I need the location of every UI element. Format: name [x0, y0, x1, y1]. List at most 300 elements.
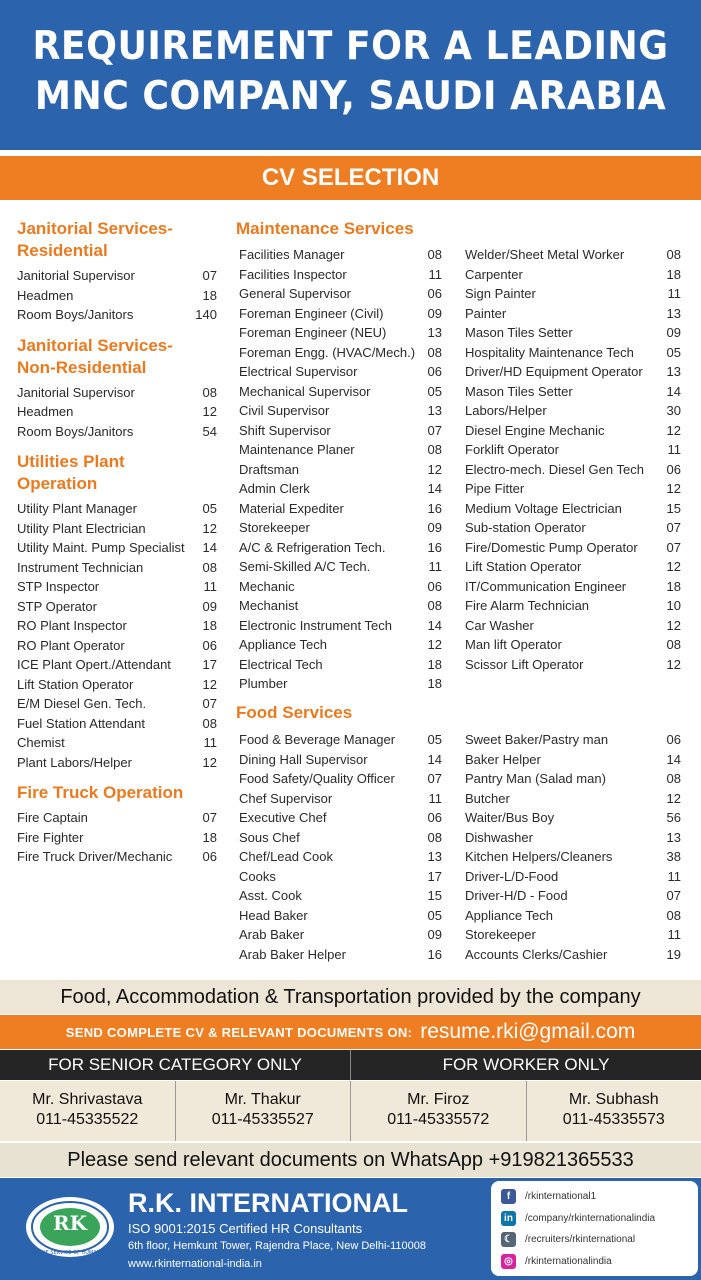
social-link[interactable]: [501, 1186, 688, 1208]
job-row: [17, 694, 217, 714]
job-row: [465, 265, 681, 285]
job-row: [17, 577, 217, 597]
job-title: Plumber: [239, 676, 288, 691]
job-row: [465, 925, 681, 945]
job-count: 05: [427, 907, 442, 923]
job-count: 11: [428, 266, 442, 282]
job-title: Sweet Baker/Pastry man: [465, 732, 609, 747]
job-count: 08: [427, 442, 442, 457]
job-count: 08: [427, 829, 442, 845]
job-title: Carpenter: [465, 266, 523, 282]
job-title: ICE Plant Opert./Attendant: [17, 657, 171, 672]
job-row: [465, 557, 681, 577]
job-row: [239, 750, 442, 770]
job-row: [17, 266, 217, 286]
recruiters-icon: ☾: [501, 1232, 516, 1247]
job-row: [239, 499, 442, 519]
job-row: [465, 479, 681, 499]
contact-list: [0, 1081, 701, 1141]
job-title: Lift Station Operator: [17, 676, 134, 692]
job-count: 11: [667, 442, 681, 457]
job-row: [239, 867, 442, 887]
job-row: [465, 538, 681, 558]
job-row: [17, 675, 217, 695]
contact-card: [351, 1081, 527, 1141]
instagram-icon: ◎: [501, 1254, 516, 1269]
social-handle: /rkinternational1: [525, 1191, 597, 1203]
job-title: Driver-H/D - Food: [465, 888, 568, 903]
section-title: Non-Residential: [17, 357, 147, 377]
job-count: 14: [666, 383, 681, 399]
job-count: 09: [427, 305, 442, 321]
job-count: 14: [427, 751, 442, 767]
job-row: [239, 440, 442, 460]
send-cv-bar: [0, 1015, 701, 1049]
job-title: Plant Labors/Helper: [17, 754, 132, 770]
job-count: 12: [202, 404, 217, 419]
job-count: 12: [666, 422, 681, 438]
job-row: [465, 847, 681, 867]
job-row: [465, 499, 681, 519]
cv-selection-banner: CV SELECTION: [0, 156, 701, 200]
job-title: Welder/Sheet Metal Worker: [465, 247, 625, 262]
job-title: Appliance Tech: [239, 637, 327, 652]
job-title: Draftsman: [239, 461, 299, 477]
maintenance-column-1: [239, 245, 442, 694]
job-count: 05: [427, 383, 442, 399]
job-title: Room Boys/Janitors: [17, 307, 134, 322]
job-row: [465, 655, 681, 675]
job-row: [239, 362, 442, 382]
job-title: Civil Supervisor: [239, 403, 330, 418]
job-count: 14: [427, 481, 442, 496]
job-count: 09: [202, 598, 217, 614]
company-name: R.K. INTERNATIONAL: [128, 1188, 408, 1218]
job-row: [465, 382, 681, 402]
job-title: Sign Painter: [465, 286, 536, 301]
job-row: [17, 402, 217, 422]
job-title: Fuel Station Attendant: [17, 715, 145, 731]
social-link[interactable]: [501, 1208, 688, 1230]
job-row: [17, 753, 217, 773]
job-title: Foreman Engineer (NEU): [239, 325, 387, 340]
whatsapp-line: Please send relevant documents on WhatsApp +919821365533: [0, 1143, 701, 1177]
job-title: Facilities Manager: [239, 247, 345, 262]
food-column-1: [239, 730, 442, 964]
job-title: Electrical Supervisor: [239, 364, 358, 379]
job-title: Electro-mech. Diesel Gen Tech: [465, 461, 644, 477]
job-count: 07: [202, 696, 217, 711]
job-count: 13: [666, 829, 681, 845]
job-row: [17, 305, 217, 325]
job-row: [465, 304, 681, 324]
job-title: Janitorial Supervisor: [17, 268, 135, 283]
job-title: Electrical Tech: [239, 656, 323, 672]
job-row: [465, 635, 681, 655]
senior-category-label: FOR SENIOR CATEGORY ONLY: [0, 1050, 351, 1080]
contact-card: [176, 1081, 352, 1141]
contact-phone[interactable]: 011-45335573: [562, 1111, 665, 1128]
contact-phone[interactable]: 011-45335572: [387, 1111, 490, 1128]
job-count: 05: [202, 501, 217, 516]
job-row: [465, 460, 681, 480]
company-footer: [0, 1178, 701, 1280]
job-title: Labors/Helper: [465, 403, 547, 418]
job-row: [17, 286, 217, 306]
job-row: [465, 577, 681, 597]
job-row: [17, 422, 217, 442]
job-row: [239, 886, 442, 906]
job-row: [239, 265, 442, 285]
job-count: 12: [666, 617, 681, 633]
job-title: Chef/Lead Cook: [239, 849, 333, 864]
job-row: [17, 636, 217, 656]
social-links: [491, 1181, 698, 1276]
section-title: Janitorial Services-: [17, 335, 173, 355]
job-title: STP Inspector: [17, 579, 100, 594]
benefits-line: Food, Accommodation & Transportation provided by the company: [0, 980, 701, 1014]
job-title: Butcher: [465, 790, 510, 806]
job-title: Storekeeper: [239, 520, 310, 535]
job-title: Sous Chef: [239, 829, 300, 845]
job-row: [239, 304, 442, 324]
job-row: [465, 596, 681, 616]
job-row: [239, 596, 442, 616]
job-count: 08: [666, 907, 681, 923]
job-row: [17, 733, 217, 753]
job-row: [17, 808, 217, 828]
job-row: [239, 945, 442, 965]
social-link[interactable]: [501, 1229, 688, 1251]
social-handle: /rkinternationalindia: [525, 1255, 612, 1267]
job-count: 06: [427, 364, 442, 379]
job-count: 09: [427, 927, 442, 942]
job-title: Car Washer: [465, 617, 534, 633]
job-count: 06: [666, 461, 681, 477]
job-count: 17: [202, 657, 217, 672]
job-title: Pantry Man (Salad man): [465, 771, 606, 786]
job-row: [465, 789, 681, 809]
job-row: [465, 886, 681, 906]
job-title: Scissor Lift Operator: [465, 656, 584, 672]
job-section: [17, 218, 217, 325]
job-title: Utility Maint. Pump Specialist: [17, 540, 185, 555]
logo-text: RK: [52, 1211, 88, 1235]
job-row: [17, 558, 217, 578]
job-row: [239, 557, 442, 577]
send-cv-label: SEND COMPLETE CV & RELEVANT DOCUMENTS ON:: [65, 1024, 413, 1040]
job-row: [465, 323, 681, 343]
job-row: [239, 538, 442, 558]
section-title: Residential: [17, 241, 108, 260]
job-row: [17, 847, 217, 867]
contact-name: Mr. Thakur: [224, 1091, 301, 1108]
job-title: Dining Hall Supervisor: [239, 751, 368, 767]
job-row: [239, 284, 442, 304]
job-title: Cooks: [239, 868, 276, 884]
job-row: [239, 906, 442, 926]
job-count: 06: [427, 578, 442, 594]
job-row: [239, 925, 442, 945]
job-title: Utility Plant Electrician: [17, 520, 146, 536]
contact-name: Mr. Shrivastava: [32, 1091, 143, 1108]
job-title: Maintenance Planer: [239, 442, 355, 457]
section-title: Operation: [17, 474, 98, 493]
job-row: [239, 245, 442, 265]
job-count: 54: [202, 423, 217, 439]
section-title: Fire Truck Operation: [17, 783, 184, 802]
job-row: [465, 362, 681, 382]
job-row: [239, 769, 442, 789]
job-title: Fire Truck Driver/Mechanic: [17, 849, 173, 864]
job-title: Kitchen Helpers/Cleaners: [465, 849, 613, 864]
job-title: Diesel Engine Mechanic: [465, 422, 605, 438]
job-title: Fire Alarm Technician: [465, 598, 590, 613]
job-row: [17, 597, 217, 617]
job-count: 140: [195, 307, 217, 322]
job-count: 07: [666, 520, 681, 535]
job-count: 18: [202, 287, 217, 303]
job-count: 08: [202, 384, 217, 400]
job-row: [465, 421, 681, 441]
job-title: Fire Fighter: [17, 829, 84, 845]
job-row: [17, 538, 217, 558]
job-count: 18: [427, 656, 442, 672]
job-title: Semi-Skilled A/C Tech.: [239, 559, 371, 574]
iso-certification: ISO 9001:2015 Certified HR Consultants: [128, 1221, 363, 1236]
job-title: Driver-L/D-Food: [465, 868, 559, 884]
job-title: Hospitality Maintenance Tech: [465, 344, 634, 360]
job-count: 11: [428, 790, 442, 806]
job-count: 05: [666, 344, 681, 360]
job-title: Mason Tiles Setter: [465, 325, 573, 340]
left-column: [17, 218, 217, 867]
job-row: [465, 343, 681, 363]
email-link[interactable]: resume.rki@gmail.com: [420, 1020, 636, 1043]
job-count: 12: [666, 481, 681, 496]
job-section: [17, 335, 217, 442]
job-count: 13: [427, 849, 442, 864]
job-title: Mechanist: [239, 598, 299, 613]
job-title: Forklift Operator: [465, 442, 559, 457]
job-count: 14: [202, 540, 217, 555]
job-count: 08: [427, 247, 442, 262]
job-title: Admin Clerk: [239, 481, 310, 496]
job-title: Mechanical Supervisor: [239, 383, 371, 399]
job-title: Janitorial Supervisor: [17, 384, 135, 400]
job-count: 05: [427, 732, 442, 747]
job-title: Medium Voltage Electrician: [465, 500, 622, 516]
job-row: [465, 945, 681, 965]
job-count: 18: [202, 829, 217, 845]
job-count: 11: [667, 868, 681, 884]
section-title: Janitorial Services-: [17, 219, 173, 238]
job-row: [239, 674, 442, 694]
job-count: 13: [666, 305, 681, 321]
job-count: 06: [202, 849, 217, 864]
job-title: Man lift Operator: [465, 637, 562, 652]
job-count: 17: [427, 868, 442, 884]
job-count: 19: [666, 946, 681, 962]
maintenance-column-2: [465, 245, 681, 674]
job-row: [465, 730, 681, 750]
job-title: Baker Helper: [465, 751, 541, 767]
food-services: [236, 702, 686, 724]
job-title: Electronic Instrument Tech: [239, 617, 392, 633]
job-count: 11: [428, 559, 442, 574]
job-row: [239, 401, 442, 421]
job-row: [465, 518, 681, 538]
job-count: 16: [427, 946, 442, 962]
job-row: [17, 499, 217, 519]
job-row: [17, 655, 217, 675]
job-count: 13: [427, 325, 442, 340]
job-count: 06: [202, 637, 217, 653]
job-count: 30: [666, 403, 681, 418]
job-title: Head Baker: [239, 907, 308, 923]
page-header: [0, 0, 701, 150]
job-row: [465, 906, 681, 926]
job-title: Instrument Technician: [17, 559, 144, 575]
job-count: 11: [203, 735, 217, 750]
job-row: [239, 808, 442, 828]
job-count: 08: [202, 559, 217, 575]
job-row: [465, 750, 681, 770]
job-title: STP Operator: [17, 598, 97, 614]
contact-card: [0, 1081, 176, 1141]
contact-phone[interactable]: 011-45335522: [36, 1111, 139, 1128]
job-row: [17, 828, 217, 848]
job-count: 12: [202, 520, 217, 536]
job-count: 12: [666, 790, 681, 806]
job-count: 06: [666, 732, 681, 747]
job-title: IT/Communication Engineer: [465, 578, 627, 594]
job-row: [465, 616, 681, 636]
job-title: Fire/Domestic Pump Operator: [465, 539, 638, 555]
job-row: [239, 655, 442, 675]
rk-logo: [22, 1194, 118, 1260]
job-title: Facilities Inspector: [239, 266, 347, 282]
company-website[interactable]: www.rkinternational-india.in: [128, 1258, 262, 1270]
job-title: Material Expediter: [239, 500, 344, 516]
maintenance-services: [236, 218, 686, 240]
job-count: 12: [202, 676, 217, 692]
job-title: RO Plant Inspector: [17, 618, 127, 633]
job-row: [239, 635, 442, 655]
job-title: E/M Diesel Gen. Tech.: [17, 696, 147, 711]
job-count: 07: [666, 539, 681, 555]
job-title: Appliance Tech: [465, 907, 553, 923]
job-row: [239, 789, 442, 809]
job-count: 08: [427, 598, 442, 613]
job-title: Headmen: [17, 404, 74, 419]
job-row: [239, 382, 442, 402]
job-row: [239, 343, 442, 363]
job-title: Shift Supervisor: [239, 422, 331, 438]
job-row: [239, 828, 442, 848]
section-title: Utilities Plant: [17, 452, 125, 471]
job-count: 15: [427, 888, 442, 903]
job-row: [465, 808, 681, 828]
contact-phone[interactable]: 011-45335527: [211, 1111, 314, 1128]
job-row: [465, 245, 681, 265]
job-title: Chemist: [17, 735, 65, 750]
job-count: 12: [427, 461, 442, 477]
social-link[interactable]: [501, 1251, 688, 1273]
job-row: [239, 479, 442, 499]
job-count: 14: [666, 751, 681, 767]
job-title: Painter: [465, 305, 507, 321]
job-row: [465, 284, 681, 304]
job-title: Accounts Clerks/Cashier: [465, 946, 608, 962]
job-count: 15: [666, 500, 681, 516]
job-row: [17, 383, 217, 403]
job-row: [239, 460, 442, 480]
job-section: [17, 451, 217, 772]
job-title: Asst. Cook: [239, 888, 302, 903]
job-title: Food Safety/Quality Officer: [239, 771, 395, 786]
job-title: Mechanic: [239, 578, 295, 594]
job-count: 14: [427, 617, 442, 633]
facebook-icon: f: [501, 1189, 516, 1204]
job-count: 06: [427, 810, 442, 825]
job-title: Foreman Engg. (HVAC/Mech.): [239, 344, 416, 360]
job-title: Chef Supervisor: [239, 790, 333, 806]
job-count: 10: [666, 598, 681, 613]
job-title: General Supervisor: [239, 286, 351, 301]
social-handle: /recruiters/rkinternational: [525, 1234, 636, 1246]
job-title: RO Plant Operator: [17, 637, 125, 653]
job-title: Pipe Fitter: [465, 481, 525, 496]
job-count: 16: [427, 500, 442, 516]
job-count: 12: [202, 754, 217, 770]
job-title: Storekeeper: [465, 927, 536, 942]
job-count: 13: [427, 403, 442, 418]
job-count: 06: [427, 286, 442, 301]
job-count: 18: [666, 578, 681, 594]
job-title: Room Boys/Janitors: [17, 423, 134, 439]
job-row: [239, 518, 442, 538]
job-count: 12: [666, 559, 681, 574]
job-row: [239, 577, 442, 597]
job-row: [239, 730, 442, 750]
job-count: 07: [427, 771, 442, 786]
food-column-2: [465, 730, 681, 964]
job-count: 07: [202, 810, 217, 825]
job-count: 56: [666, 810, 681, 825]
social-handle: /company/rkinternationalindia: [525, 1212, 656, 1224]
job-title: A/C & Refrigeration Tech.: [239, 539, 386, 555]
company-address: 6th floor, Hemkunt Tower, Rajendra Place, New Delhi-110008: [128, 1240, 426, 1252]
job-count: 07: [202, 268, 217, 283]
job-count: 07: [666, 888, 681, 903]
job-count: 08: [666, 771, 681, 786]
job-row: [17, 714, 217, 734]
job-row: [239, 847, 442, 867]
contact-name: Mr. Firoz: [407, 1091, 470, 1108]
job-count: 12: [666, 656, 681, 672]
job-row: [17, 519, 217, 539]
headline-line-1: REQUIREMENT FOR A LEADING: [32, 24, 669, 69]
job-count: 08: [202, 715, 217, 731]
job-title: Driver/HD Equipment Operator: [465, 364, 643, 379]
worker-category-label: FOR WORKER ONLY: [442, 1055, 610, 1074]
job-count: 11: [203, 579, 217, 594]
job-row: [17, 616, 217, 636]
job-title: Waiter/Bus Boy: [465, 810, 555, 825]
logo-ring-text: IN THE SERVICE OF HUMANITY: [32, 1250, 108, 1256]
job-count: 13: [666, 364, 681, 379]
